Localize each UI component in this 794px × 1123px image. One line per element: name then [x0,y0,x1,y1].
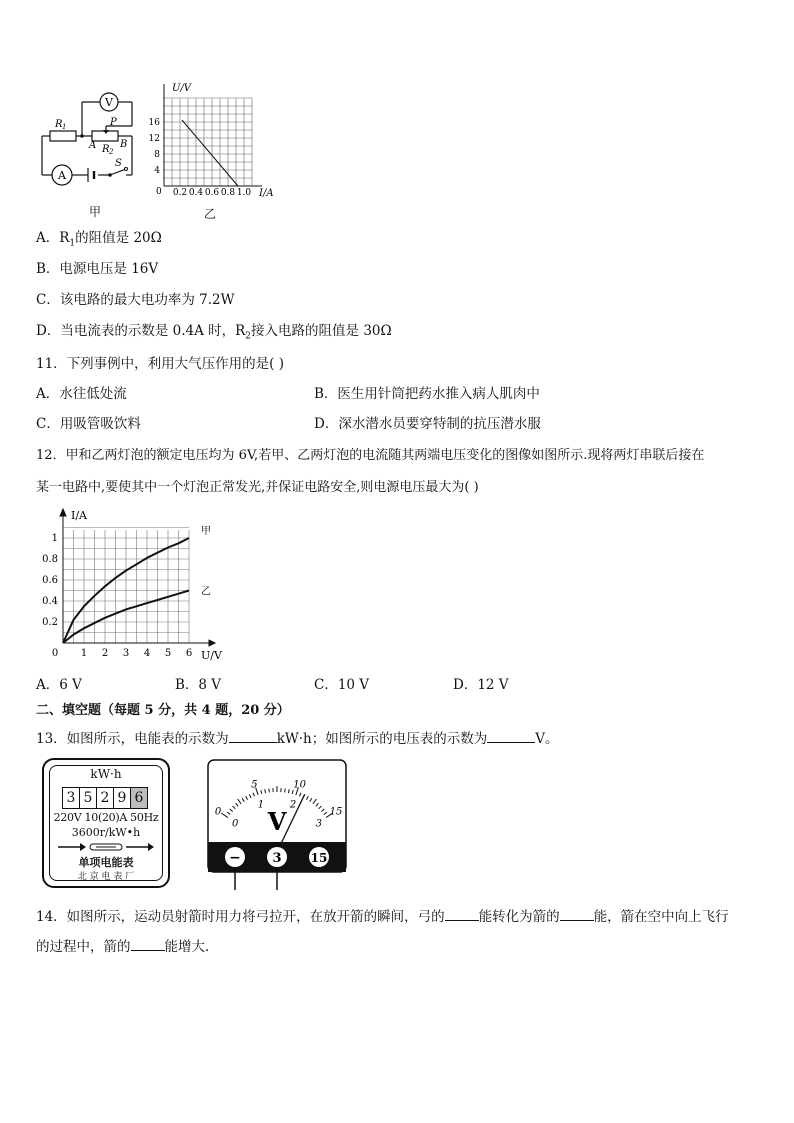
graph-x-tick: 1.0 [236,188,252,198]
voltmeter-dial [205,758,350,893]
q10-option-b: B．电源电压是 16V [36,261,159,277]
q14-stem-line1: 14．如图所示，运动员射箭时用力将弓拉开，在放开箭的瞬间，弓的 能转化为箭的 能，箭在空中向上飞行 [36,906,729,926]
graph-x-tick: 0.4 [188,188,204,198]
voltmeter-v-symbol: V [267,807,287,836]
graph-x-tick: 0.2 [172,188,188,198]
q12-option-a: A．6 V [36,677,82,693]
q11-option-b: B．医生用针筒把药水推入病人肌肉中 [314,386,540,402]
voltmeter-inner-label: 0 [232,818,239,830]
terminal-3: 3 [272,851,282,866]
energy-meter [42,758,170,888]
chart-x-tick: 6 [185,648,193,659]
q12-stem-line1: 12．甲和乙两灯泡的额定电压均为 6V,若甲、乙两灯泡的电流随其两端电压变化的图像如图所示.现将两灯串联后接在 [36,448,705,463]
chart-y-tick: 0.2 [42,617,58,628]
svg-text:0: 0 [156,187,162,197]
graph-x-tick: 0.6 [204,188,220,198]
meter-disc-window [58,842,154,852]
meter-digits [62,787,148,809]
voltmeter-inner-label: 3 [315,818,322,830]
chart-ylabel: I/A [71,509,87,522]
svg-text:I/A: I/A [259,188,274,199]
terminal-negative: − [229,850,241,866]
q12-option-c: C．10 V [314,677,370,693]
terminal-15: 15 [310,851,328,865]
svg-text:U/V: U/V [172,83,192,94]
q12-option-b: B．8 V [175,677,222,693]
meter-unit: kW·h [90,767,122,781]
meter-rate: 3600r/kW•h [71,826,141,839]
q14-blank-2 [560,906,594,921]
meter-digit-decimal: 6 [131,788,147,808]
voltmeter-outer-label: 0 [214,806,222,818]
circuit-diagram [30,78,160,193]
graph-y-tick: 16 [148,118,160,128]
chart-x-tick: 4 [143,648,151,659]
graph-y-tick: 12 [148,134,160,144]
q12-option-d: D．12 V [453,677,509,693]
chart-x-tick: 2 [101,648,109,659]
series-label-1: 乙 [201,586,211,598]
graph-y-tick: 4 [154,166,160,176]
voltmeter-outer-label: 15 [329,806,343,818]
graph-caption: 乙 [204,207,217,221]
chart-y-tick: 0.8 [42,554,58,565]
q10-option-c: C．该电路的最大电功率为 7.2W [36,292,235,308]
graph-y-tick: 8 [154,150,160,160]
svg-text:S: S [115,158,122,169]
meter-digit: 2 [97,788,114,808]
svg-text:B: B [120,139,128,150]
meter-digit: 3 [63,788,80,808]
q14-stem-line2: 的过程中，箭的 能增大． [36,936,219,956]
q10-option-a: A．$R_1$的阻值是 20Ω [36,230,162,249]
meter-digit: 5 [80,788,97,808]
q12-stem-line2: 某一电路中,要使其中一个灯泡正常发光,并保证电路安全,则电源电压最大为( ) [36,480,479,495]
voltmeter-inner-label: 2 [289,799,297,811]
graph-x-tick: 0.8 [220,188,236,198]
voltmeter-outer-label: 5 [251,779,258,791]
meter-maker: 北 京 电 表 厂 [77,872,135,882]
voltmeter-outer-label: 10 [293,779,307,791]
chart-y-tick: 0.4 [42,596,58,607]
chart-x-tick: 0 [51,648,59,659]
svg-text:R: R [102,144,110,155]
svg-text:R: R [55,119,63,130]
q11-option-d: D．深水潜水员要穿特制的抗压潜水服 [314,416,541,432]
voltmeter-inner-label: 1 [257,799,265,811]
q13-stem: 13．如图所示，电能表的示数为 kW·h；如图所示的电压表的示数为 V。 [36,728,558,748]
chart-y-tick: 0.6 [42,575,58,586]
svg-text:1: 1 [62,123,67,131]
svg-text:A: A [89,140,97,151]
i-u-chart [36,506,236,666]
series-label-0: 甲 [201,526,211,537]
q11-option-c: C．用吸管吸饮料 [36,416,141,432]
svg-text:P: P [110,117,117,128]
chart-x-tick: 5 [164,648,172,659]
meter-digit: 9 [114,788,131,808]
q14-blank-3 [131,936,165,951]
chart-xlabel: U/V [201,649,222,662]
section-title: 二、填空题（每题 5 分，共 4 题，20 分） [36,703,290,718]
q14-blank-1 [445,906,479,921]
svg-text:A: A [58,169,66,182]
meter-spec: 220V 10(20)A 50Hz [53,811,159,824]
chart-x-tick: 1 [80,648,88,659]
q10-option-d: D．当电流表的示数是 0.4A 时，$R_2$接入电路的阻值是 30Ω [36,323,392,342]
svg-text:V: V [105,96,113,109]
q13-blank-1 [229,728,277,743]
meter-name: 单项电能表 [78,856,134,869]
chart-x-tick: 3 [122,648,130,659]
q11-option-a: A．水往低处流 [36,386,127,402]
q11-stem: 11．下列事例中，利用大气压作用的是( ) [36,356,285,372]
chart-y-tick: 1 [51,533,58,544]
svg-text:2: 2 [109,148,114,156]
circuit-caption: 甲 [89,205,102,219]
q13-blank-2 [487,728,535,743]
u-i-graph [146,80,281,200]
resistor-r1 [50,131,76,141]
